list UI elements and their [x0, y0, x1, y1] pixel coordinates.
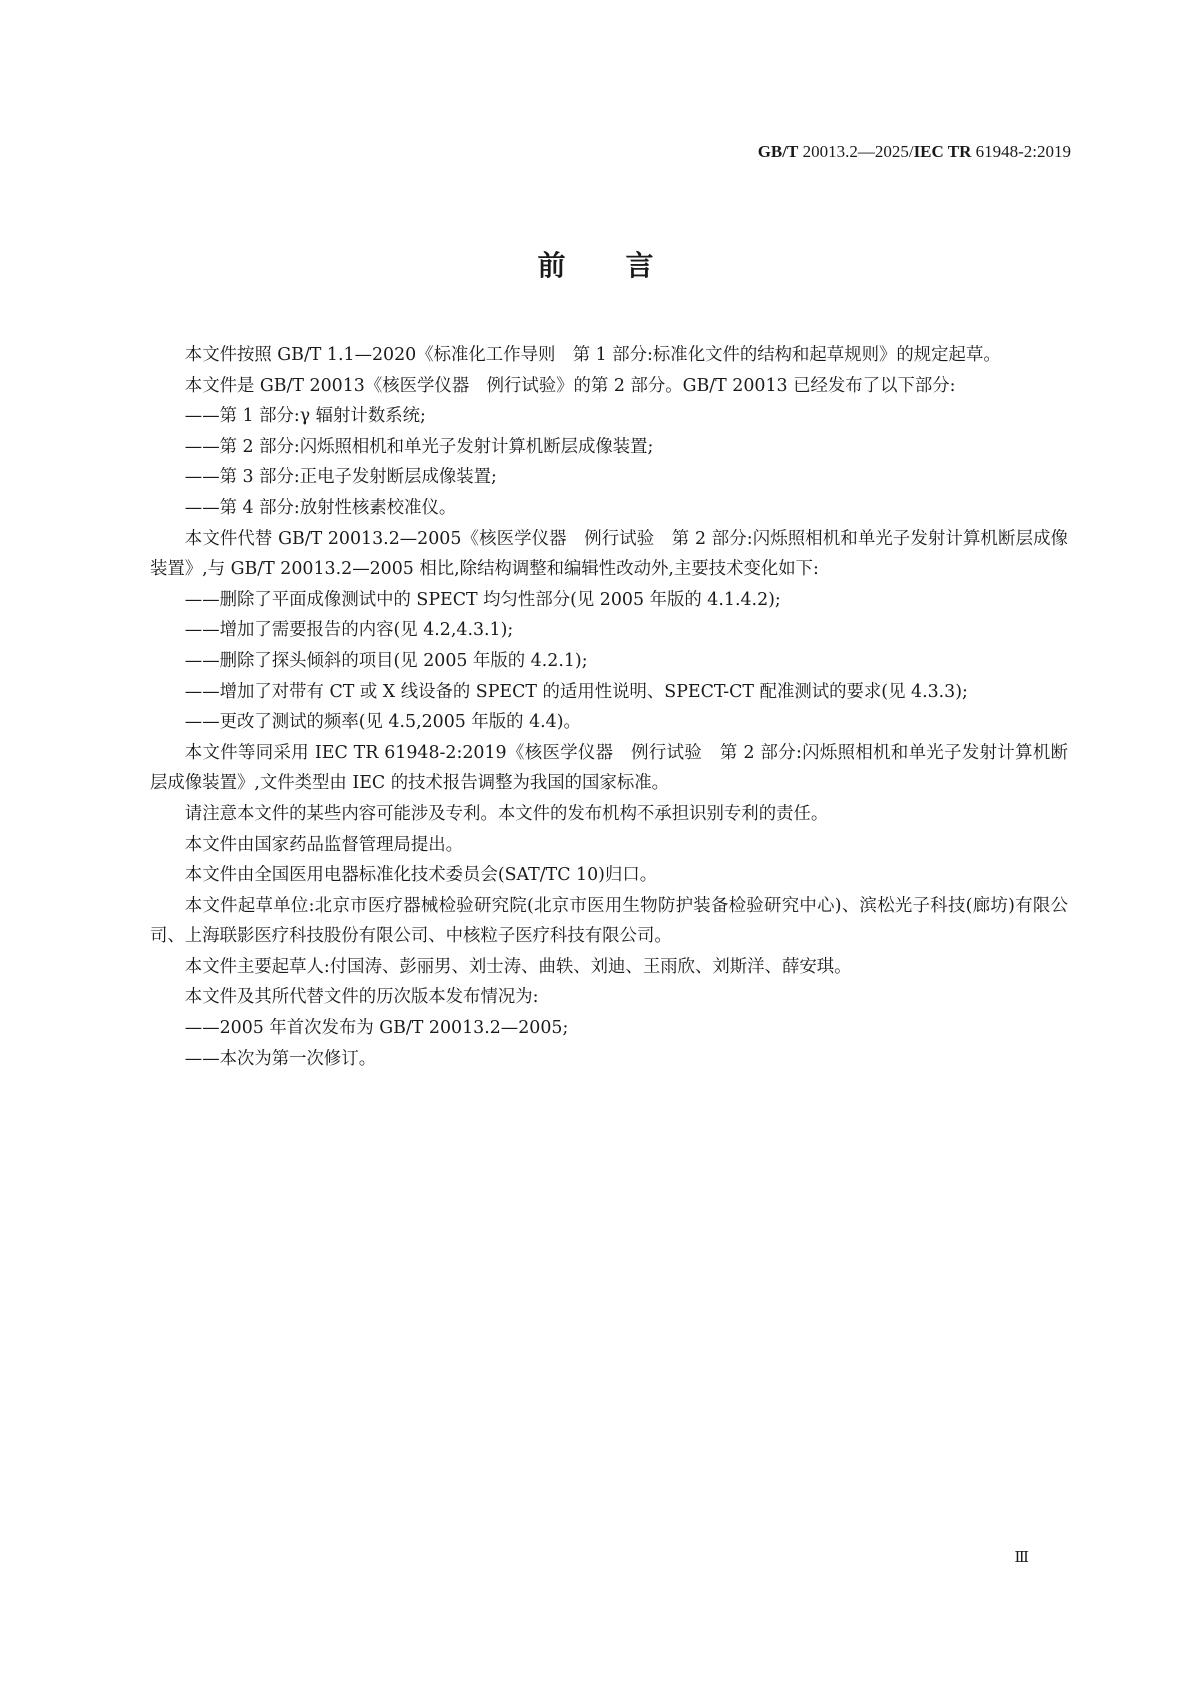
iec-prefix: IEC TR: [913, 142, 972, 161]
std-number: 20013.2—2025/: [802, 142, 914, 161]
list-item: ——更改了测试的频率(见 4.5,2005 年版的 4.4)。: [184, 712, 581, 733]
list-item: ——本次为第一次修订。: [184, 1048, 377, 1069]
list-item: ——增加了需要报告的内容(见 4.2,4.3.1);: [184, 620, 514, 641]
iec-number: 61948-2:2019: [975, 142, 1071, 161]
foreword-body: [150, 340, 1068, 1074]
paragraph: 本文件代替 GB/T 20013.2—2005《核医学仪器 例行试验 第 2 部分:闪烁照相机和单光子发射计算机断层成像装置》,与 GB/T 20013.2—2005 相比,除结构调整和编辑性改动外,主要技术变化如下:: [150, 528, 1068, 580]
list-item: ——第 1 部分:γ 辐射计数系统;: [184, 406, 426, 427]
paragraph: 本文件由全国医用电器标准化技术委员会(SAT/TC 10)归口。: [184, 865, 658, 886]
paragraph: 本文件起草单位:北京市医疗器械检验研究院(北京市医用生物防护装备检验研究中心)、滨松光子科技(廊坊)有限公司、上海联影医疗科技股份有限公司、中核粒子医疗科技有限公司。: [150, 895, 1068, 947]
list-item: ——2005 年首次发布为 GB/T 20013.2—2005;: [184, 1018, 569, 1039]
paragraph: 本文件等同采用 IEC TR 61948-2:2019《核医学仪器 例行试验 第 2 部分:闪烁照相机和单光子发射计算机断层成像装置》,文件类型由 IEC 的技术报告调整为我国的国家标准。: [150, 742, 1068, 794]
page-number: Ⅲ: [1014, 1550, 1029, 1566]
paragraph: 本文件由国家药品监督管理局提出。: [184, 834, 464, 855]
list-item: ——删除了平面成像测试中的 SPECT 均匀性部分(见 2005 年版的 4.1.4.2);: [184, 589, 781, 610]
std-prefix: GB/T: [757, 142, 799, 161]
paragraph: 请注意本文件的某些内容可能涉及专利。本文件的发布机构不承担识别专利的责任。: [184, 803, 829, 824]
document-header: [758, 142, 1071, 162]
list-item: ——删除了探头倾斜的项目(见 2005 年版的 4.2.1);: [184, 650, 588, 671]
list-item: ——第 2 部分:闪烁照相机和单光子发射计算机断层成像装置;: [184, 436, 654, 457]
paragraph: 本文件主要起草人:付国涛、彭丽男、刘士涛、曲轶、刘迪、王雨欣、刘斯洋、薛安琪。: [184, 956, 852, 977]
paragraph: 本文件是 GB/T 20013《核医学仪器 例行试验》的第 2 部分。GB/T 20013 已经发布了以下部分:: [184, 375, 956, 396]
paragraph: 本文件及其所代替文件的历次版本发布情况为:: [184, 987, 539, 1008]
paragraph: 本文件按照 GB/T 1.1—2020《标准化工作导则 第 1 部分:标准化文件的结构和起草规则》的规定起草。: [184, 345, 1001, 365]
list-item: ——第 3 部分:正电子发射断层成像装置;: [184, 467, 497, 488]
list-item: ——增加了对带有 CT 或 X 线设备的 SPECT 的适用性说明、SPECT-CT 配准测试的要求(见 4.3.3);: [184, 681, 968, 702]
page-title: 前言: [537, 249, 714, 282]
list-item: ——第 4 部分:放射性核素校准仪。: [184, 497, 457, 518]
